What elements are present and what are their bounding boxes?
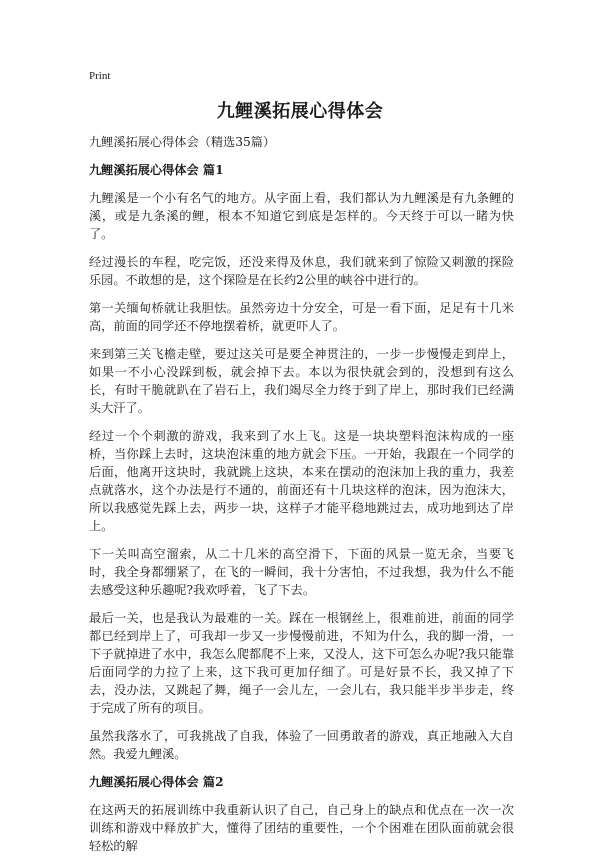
paragraph: 在这两天的拓展训练中我重新认识了自己，自己身上的缺点和优点在一次一次训练和游戏中释放扩大，懂得了团结的重要性，一个个困难在团队面前就会很轻松的解 — [89, 803, 514, 853]
section-1 — [89, 161, 514, 763]
paragraph: 第一关缅甸桥就让我胆怯。虽然旁边十分安全，可是一看下面，足足有十几米高，前面的同学还不停地摆着桥，就更吓人了。 — [89, 301, 514, 333]
paragraph: 最后一关，也是我认为最难的一关。踩在一根钢丝上，很难前进，前面的同学都已经到岸上了，可我却一步又一步慢慢前进，不知为什么，我的脚一滑，一下子就掉进了水中，我怎么爬都爬不上来，又没人，这下可怎么办呢?我只能靠后面同学的力拉了上来，这下我可更加仔细了。可是好景不长，我又掉了下去，没办法，又跳起了舞，绳子一会儿左，一会儿右，我只能半步半步走，终于完成了所有的项目。 — [89, 611, 514, 715]
paragraph: 下一关叫高空溜索，从二十几米的高空滑下，下面的风景一览无余，当要飞时，我全身都绷紧了，在飞的一瞬间，我十分害怕，不过我想，我为什么不能去感受这种乐趣呢?我欢呼着，飞了下去。 — [89, 547, 514, 597]
print-link[interactable]: Print — [89, 70, 111, 82]
paragraph: 虽然我落水了，可我挑战了自我，体验了一回勇敢者的游戏，真正地融入大自然。我爱九鲤溪。 — [89, 729, 514, 761]
document-body — [89, 133, 514, 865]
section-2 — [89, 773, 514, 855]
paragraph: 经过漫长的车程，吃完饭，还没来得及休息，我们就来到了惊险又刺激的探险乐园。不敢想的是，这个探险是在长约2公里的峡谷中进行的。 — [89, 255, 514, 287]
paragraph: 经过一个个刺激的游戏，我来到了水上飞。这是一块块塑料泡沫构成的一座桥，当你踩上去时，这块泡沫重的地方就会下压。一开始，我跟在一个同学的后面，他离开这块时，我就跳上这块，本来在摆动的泡沫加上我的重力，我差点就落水，这个办法是行不通的，前面还有十几块这样的泡沫，因为泡沫大，所以我感觉先踩上去，两步一块，这样子才能平稳地跳过去，成功地到达了岸上。 — [89, 429, 514, 533]
paragraph: 九鲤溪是一个小有名气的地方。从字面上看，我们都认为九鲤溪是有九条鲤的溪，或是九条溪的鲤，根本不知道它到底是怎样的。今天终于可以一睹为快了。 — [89, 191, 514, 241]
section-heading: 九鲤溪拓展心得体会 篇1 — [89, 163, 224, 177]
paragraph: 来到第三关飞檐走壁，要过这关可是要全神贯注的，一步一步慢慢走到岸上，如果一不小心没踩到板，就会掉下去。本以为很快就会到的，没想到有这么长，有时干脆就趴在了岩石上，我们竭尽全力终于到了岸上，那时我们已经满头大汗了。 — [89, 347, 514, 415]
document-title: 九鲤溪拓展心得体会 — [216, 101, 384, 122]
section-heading: 九鲤溪拓展心得体会 篇2 — [89, 775, 224, 789]
document-subtitle: 九鲤溪拓展心得体会（精选35篇） — [89, 135, 276, 149]
